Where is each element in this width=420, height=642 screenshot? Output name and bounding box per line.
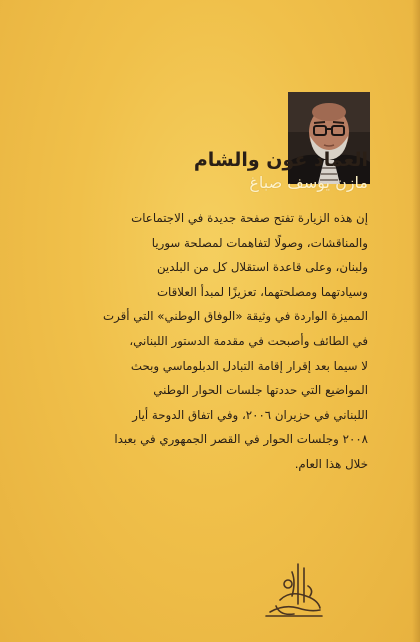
book-title: العماد عون والشام — [193, 149, 368, 171]
publisher-logo-icon — [260, 560, 326, 620]
blurb-line: إن هذه الزيارة تفتح صفحة جديدة في الاجتماعات — [131, 211, 368, 225]
blurb-line: اللبناني في حزيران ٢٠٠٦، وفي اتفاق الدوحة أيار — [132, 407, 368, 422]
blurb-line: المواضيع التي حددتها جلسات الحوار الوطني — [153, 383, 368, 398]
blurb-line: وسيادتهما ومصلحتهما، تعزيزًا لمبدأ العلاقات — [156, 284, 368, 299]
back-cover-blurb — [54, 206, 368, 477]
blurb-line: لا سيما بعد إقرار إقامة التبادل الدبلوماسي وبحث — [130, 358, 368, 373]
blurb-line: ولبنان، وعلى قاعدة استقلال كل من البلدين — [156, 260, 368, 275]
blurb-line: في الطائف وأصبحت في مقدمة الدستور اللبناني، — [129, 333, 368, 348]
blurb-line: ٢٠٠٨ وجلسات الحوار في القصر الجمهوري في بعبدا — [114, 432, 368, 447]
cover-edge-shadow — [412, 0, 420, 642]
blurb-line: والمناقشات، وصولًا لتفاهمات لمصلحة سوريا — [151, 235, 368, 250]
author-name: مازن يوسف صباغ — [249, 173, 368, 192]
blurb-line: المميزة الواردة في وثيقة «الوفاق الوطني» التي أقرت — [102, 309, 368, 324]
blurb-line: خلال هذا العام. — [294, 456, 368, 471]
